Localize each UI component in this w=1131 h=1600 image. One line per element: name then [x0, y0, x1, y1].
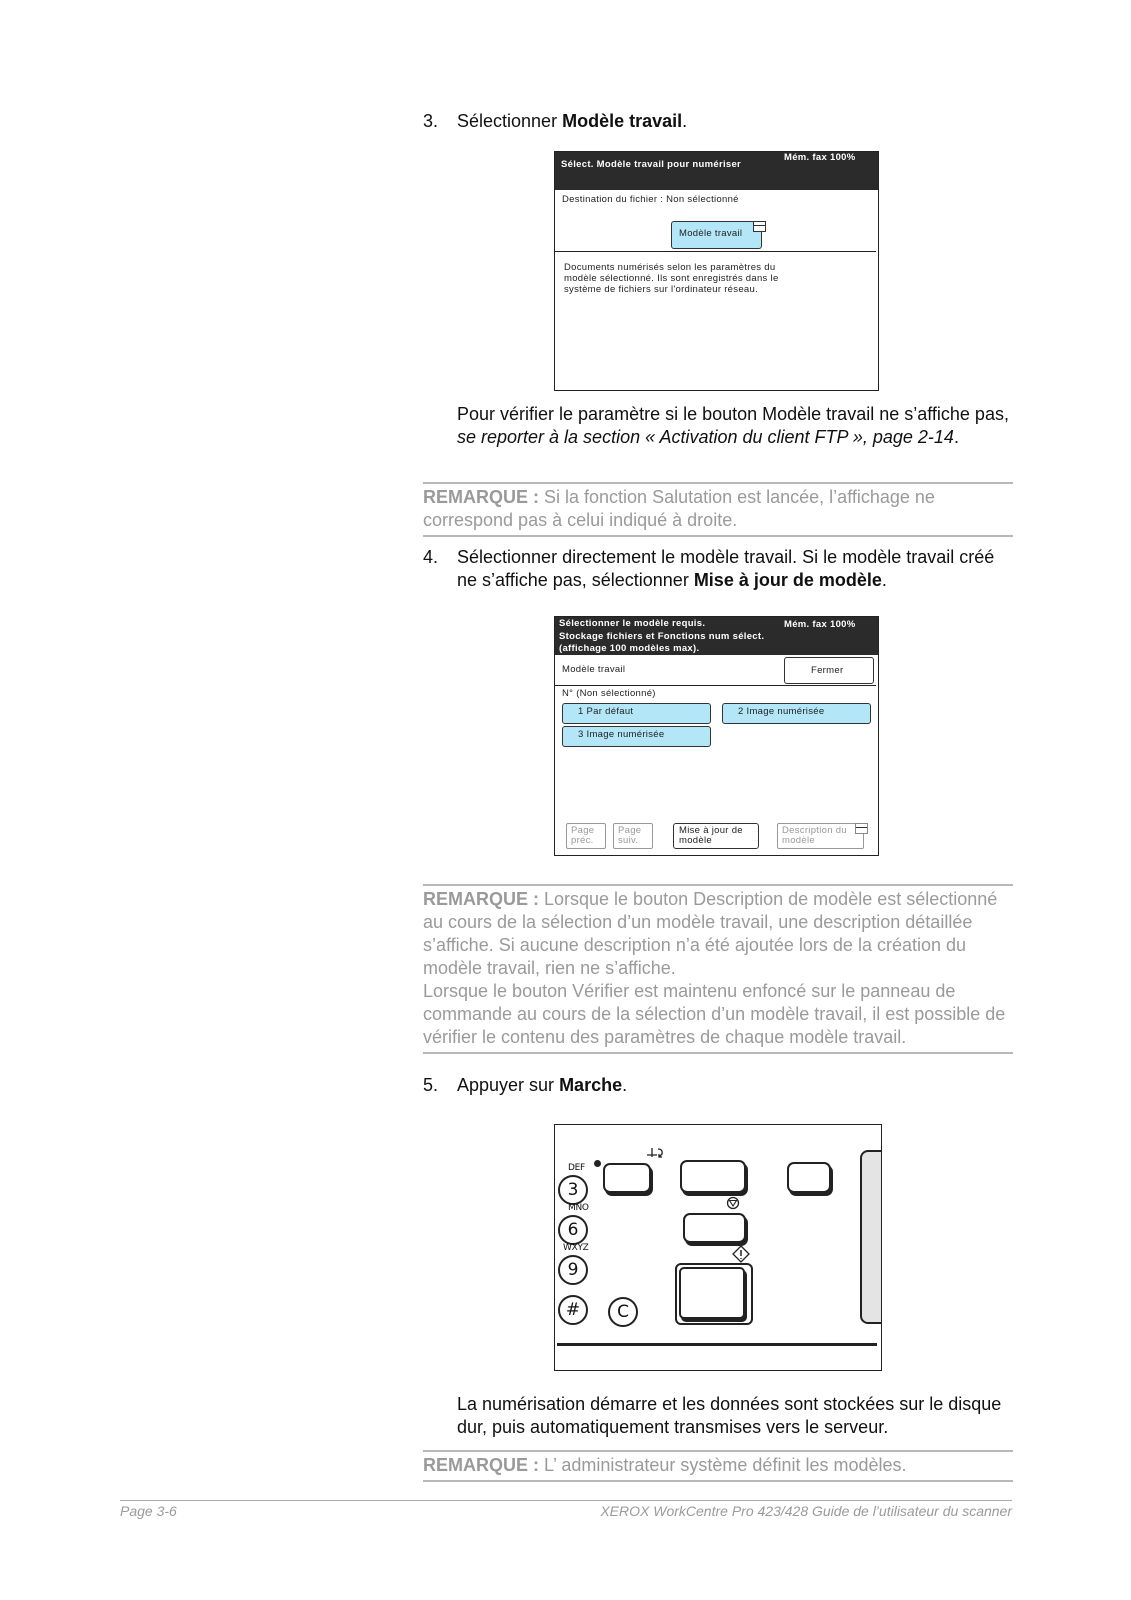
control-panel-illustration: [554, 1124, 882, 1371]
document-icon: [855, 823, 868, 834]
note-paragraph: [423, 888, 1013, 980]
template-label: 2 Image numérisée: [738, 706, 825, 717]
note-administrator: [423, 1450, 1013, 1482]
file-destination-label: Destination du fichier : Non sélectionné: [562, 194, 739, 205]
key-digit: 6: [567, 1220, 579, 1240]
keypad-3-button[interactable]: [558, 1175, 588, 1205]
scan-start-paragraph: La numérisation démarre et les données sont stockées sur le disque dur, puis automatiquement transmises vers le serveur.: [457, 1394, 1002, 1437]
update-template-button[interactable]: [673, 823, 759, 849]
close-button[interactable]: [784, 657, 874, 684]
panel-bottom-bar: [557, 1343, 877, 1346]
button-line: préc.: [571, 835, 594, 846]
panel-key-center[interactable]: [680, 1160, 746, 1193]
note-template-description: [423, 884, 1013, 1054]
screen-title: Modèle travail: [562, 664, 626, 675]
interrupt-icon: [645, 1145, 667, 1161]
template-description: [564, 262, 779, 295]
description-line: Documents numérisés selon les paramètres du: [564, 262, 776, 273]
screen-header-title: [559, 618, 764, 656]
button-line: Mise à jour de: [679, 825, 743, 836]
key-digit: 3: [567, 1180, 579, 1200]
paragraph-text: Pour vérifier le paramètre si le bouton Modèle travail ne s’affiche pas,: [457, 404, 1009, 424]
template-button-3[interactable]: [562, 726, 711, 747]
step-4: [423, 546, 1023, 594]
key-digit: 9: [567, 1260, 579, 1280]
keypad-hash-button[interactable]: [558, 1295, 588, 1325]
job-template-button-label: Modèle travail: [679, 228, 743, 239]
button-line: Page: [571, 825, 595, 836]
start-icon: [732, 1245, 750, 1263]
description-line: modèle sélectionné. Ils sont enregistrés dans le: [564, 273, 779, 284]
step-text-bold: Modèle travail: [562, 111, 683, 131]
step-text: [457, 1074, 1017, 1097]
button-line: modèle: [782, 835, 815, 846]
step-number: 3.: [423, 111, 439, 131]
fax-memory-status: Mém. fax 100%: [784, 619, 856, 630]
template-description-button[interactable]: [777, 823, 864, 849]
selection-status: N° (Non sélectionné): [562, 688, 656, 699]
key-digit: #: [565, 1300, 581, 1320]
header-line: Sélectionner le modèle requis.: [559, 618, 706, 629]
button-line: modèle: [679, 835, 712, 846]
key-digit: C: [617, 1302, 629, 1322]
footer-guide-title: XEROX WorkCentre Pro 423/428 Guide de l’utilisateur du scanner: [600, 1503, 1012, 1519]
button-line: Description du: [782, 825, 847, 836]
panel-key-left[interactable]: [603, 1163, 651, 1193]
step-text-bold: Marche: [559, 1075, 623, 1095]
step-number: 5.: [423, 1075, 439, 1095]
key-letters-label: WXYZ: [563, 1243, 589, 1253]
job-template-button[interactable]: [671, 221, 762, 249]
screen-header: [555, 152, 878, 190]
footer-rule: [120, 1500, 1012, 1501]
key-letters-label: MNO: [568, 1203, 589, 1213]
step-text-suffix: .: [682, 111, 688, 131]
step-text: [457, 110, 1017, 133]
note-label: REMARQUE :: [423, 889, 539, 909]
start-button[interactable]: [679, 1267, 745, 1319]
step-text: [457, 546, 997, 592]
step-text-prefix: Sélectionner: [457, 111, 563, 131]
panel-side-bar: [860, 1150, 882, 1324]
previous-page-button[interactable]: [566, 823, 606, 849]
template-button-1[interactable]: [562, 703, 711, 724]
clear-button[interactable]: [608, 1297, 638, 1327]
fax-memory-status: Mém. fax 100%: [784, 152, 856, 163]
close-button-label: Fermer: [811, 665, 844, 676]
section-reference-link: se reporter à la section « Activation du client FTP », page 2-14: [457, 427, 954, 447]
note-label: REMARQUE :: [423, 1455, 539, 1475]
panel-key-right[interactable]: [787, 1162, 831, 1193]
template-button-2[interactable]: [722, 703, 871, 724]
step-5: [423, 1074, 1023, 1098]
note-text: Si la fonction Salutation est lancée, l’affichage ne correspond pas à celui indiqué à droite.: [423, 487, 935, 530]
template-label: 3 Image numérisée: [578, 729, 665, 740]
key-letters-label: DEF: [568, 1163, 585, 1173]
step-text-bold: Mise à jour de modèle: [693, 570, 882, 590]
stop-button[interactable]: [683, 1213, 746, 1243]
divider: [555, 685, 876, 686]
button-line: Page: [618, 825, 642, 836]
step-number: 4.: [423, 547, 439, 567]
divider: [555, 251, 876, 252]
step-text-prefix: Sélectionner directement le modèle travail. Si le modèle travail créé ne s’affiche pas, sélectionner: [457, 547, 995, 590]
template-selection-screen: [554, 616, 879, 856]
screen-header-title: Sélect. Modèle travail pour numériser: [561, 159, 742, 170]
note-text: L’ administrateur système définit les modèles.: [539, 1455, 907, 1475]
indicator-light: [594, 1160, 601, 1167]
step-text-suffix: .: [622, 1075, 628, 1095]
step-text-prefix: Appuyer sur: [457, 1075, 560, 1095]
header-line: Stockage fichiers et Fonctions num sélect.: [559, 630, 765, 642]
keypad-9-button[interactable]: [558, 1255, 588, 1285]
paragraph-end: .: [953, 427, 959, 447]
next-page-button[interactable]: [613, 823, 653, 849]
note-salutation: [423, 482, 1013, 537]
stop-icon: [726, 1196, 740, 1210]
template-label: 1 Par défaut: [578, 706, 634, 717]
scan-template-screen: [554, 151, 879, 391]
ftp-check-paragraph: [457, 403, 1013, 449]
note-label: REMARQUE :: [423, 487, 539, 507]
document-icon: [753, 221, 766, 232]
footer-page-number: Page 3-6: [120, 1503, 177, 1519]
button-line: suiv.: [618, 835, 639, 846]
header-line: (affichage 100 modèles max).: [559, 643, 700, 654]
note-text: Lorsque le bouton Vérifier est maintenu enfoncé sur le panneau de commande au cours de la sélection d’un modèle travail, il est possible de vérifier le contenu des paramètres de chaque modèle travail.: [423, 981, 1006, 1047]
note-text: Lorsque le bouton Description de modèle est sélectionné au cours de la sélection d’un modèle travail, une description détaillée s’affiche. Si aucune description n’a été ajoutée lors de la création du modèle travail, rien ne s’affiche.: [423, 889, 998, 978]
keypad-6-button[interactable]: [558, 1215, 588, 1245]
step-text-suffix: .: [881, 570, 887, 590]
step-3: [423, 110, 1023, 134]
screen-header: [555, 617, 878, 655]
description-line: système de fichiers sur l'ordinateur réseau.: [564, 284, 759, 295]
